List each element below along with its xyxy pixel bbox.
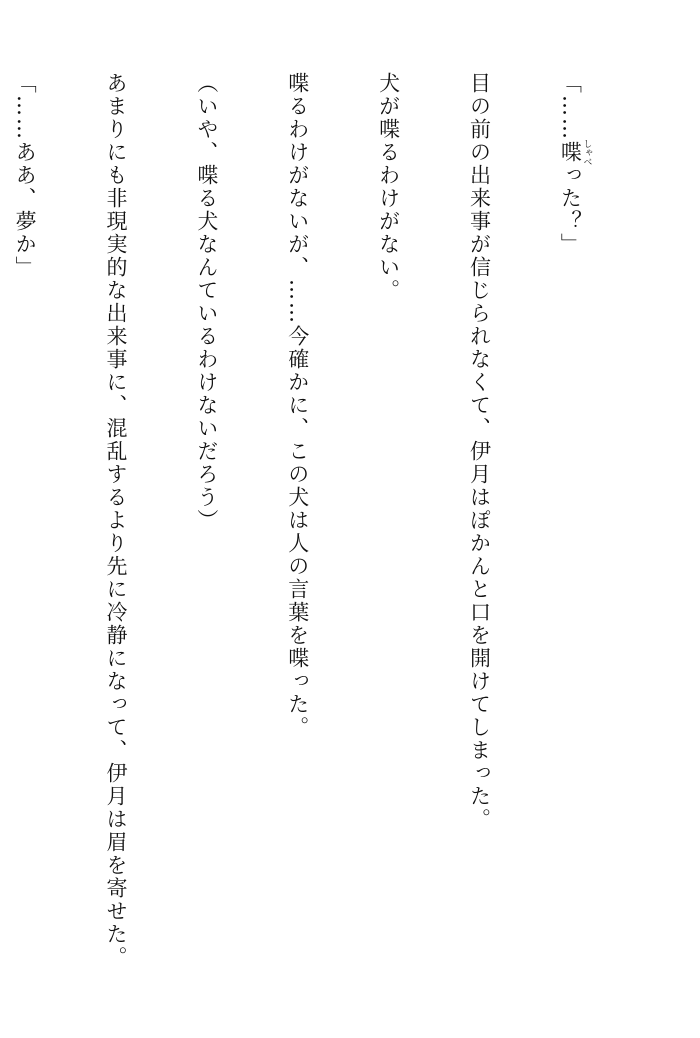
text-line-6: あまりにも非現実的な出来事に、混乱するより先に冷静になって、伊月は眉を寄せた。: [103, 72, 128, 969]
text-line-5: （いや、喋る犬なんているわけないだろう）: [194, 72, 219, 532]
line-1-closing: った？」: [558, 164, 583, 256]
text-line-3: 犬が喋るわけがない。: [376, 72, 401, 302]
text-line-1: [555, 72, 591, 977]
text-line-4: 喋るわけがないが、……今確かに、この犬は人の言葉を喋った。: [285, 72, 310, 739]
furigana-shaberu: [558, 139, 592, 166]
text-line-2: 目の前の出来事が信じられなくて、伊月はぽかんと口を開けてしまった。: [467, 72, 492, 831]
line-1-opening: 「……: [558, 72, 583, 141]
vertical-text-block: [0, 72, 652, 977]
furigana-base: 喋: [558, 139, 583, 166]
text-line-7: 「……ああ、夢か」: [13, 72, 38, 279]
furigana-reading: しゃべ: [581, 139, 592, 166]
